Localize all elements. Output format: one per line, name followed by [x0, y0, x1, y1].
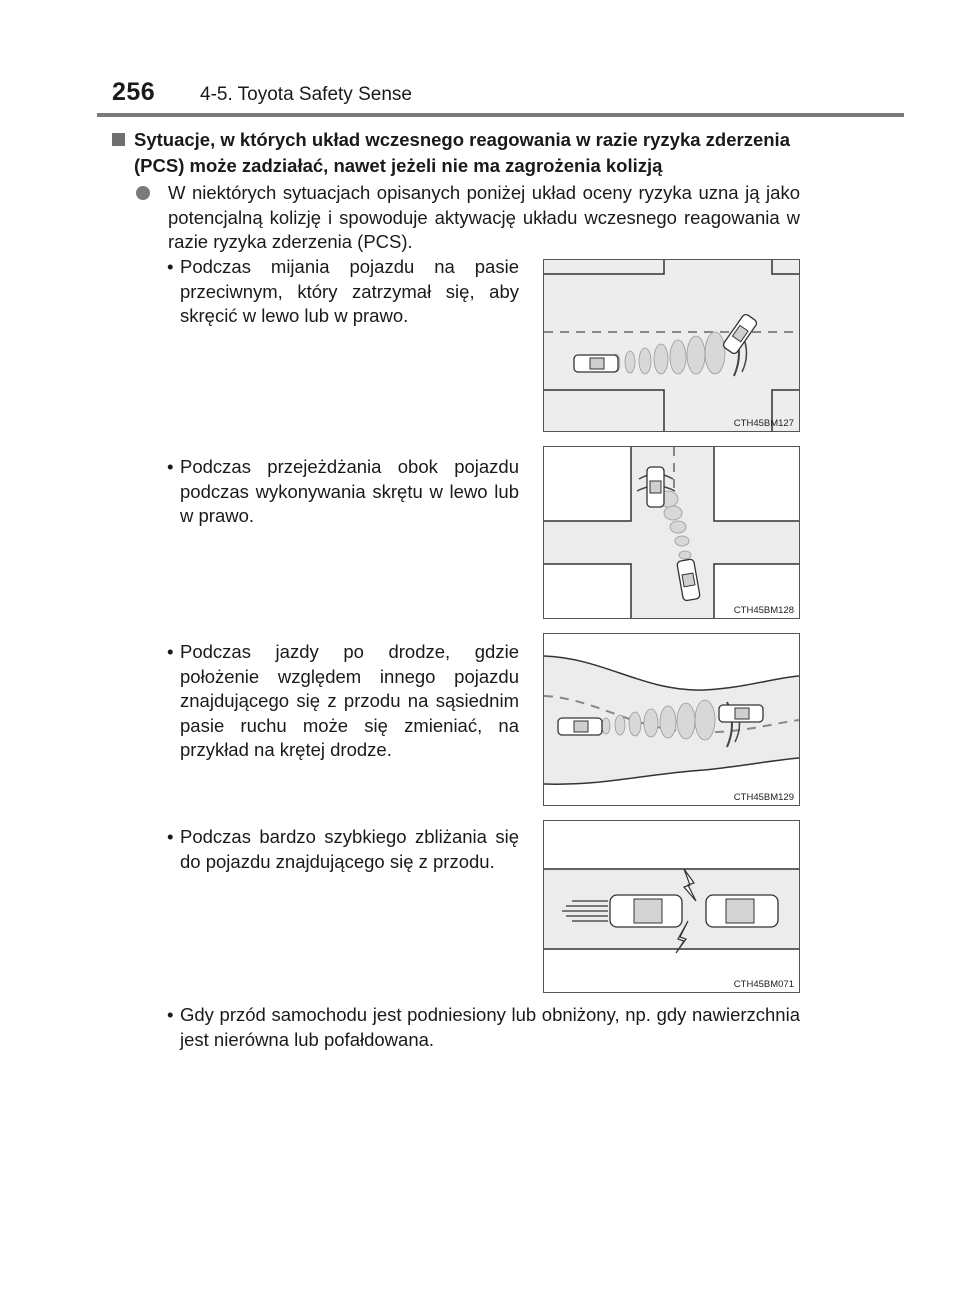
bullet-icon: • [167, 456, 174, 477]
list-item-fast-approach [167, 825, 519, 874]
figure-oncoming-turn [543, 259, 800, 432]
rear-approach-illustration [544, 821, 799, 992]
intro-text: W niektórych sytuacjach opisanych poniżej układ oceny ryzyka uzna ją jako potencjalną kolizję i spowoduje aktywację układu wczesnego reagowania w razie ryzyka zderzenia (PCS). [168, 182, 800, 252]
intersection-turn-illustration [544, 260, 799, 431]
heading-text: Sytuacje, w których układ wczesnego reagowania w razie ryzyka zderzenia (PCS) może zadziałać, nawet jeżeli nie ma zagrożenia kolizją [134, 129, 790, 176]
list-item-text: Podczas bardzo szybkiego zbliżania się do pojazdu znajdującego się z przodu. [180, 826, 519, 872]
square-bullet-icon [112, 133, 125, 146]
header-divider [97, 113, 904, 117]
curved-road-illustration [544, 634, 799, 805]
section-heading [112, 127, 812, 179]
list-item-curved-road [167, 640, 519, 763]
figure-code: CTH45BM129 [733, 792, 794, 803]
list-item-passing-turn [167, 455, 519, 529]
bullet-icon: • [167, 256, 174, 277]
bullet-icon: • [167, 641, 174, 662]
figure-code: CTH45BM071 [733, 979, 794, 990]
list-item-text: Podczas jazdy po drodze, gdzie położenie względem innego pojazdu znajdującego się z przodu na sąsiednim pasie ruchu może się zmieniać, na przykład na krętej drodze. [180, 641, 519, 760]
figure-code: CTH45BM128 [733, 605, 794, 616]
figure-code: CTH45BM127 [733, 418, 794, 429]
list-item-uneven-surface [167, 1003, 800, 1052]
figure-fast-approach [543, 820, 800, 993]
crossroad-pass-illustration [544, 447, 799, 618]
intro-paragraph [136, 181, 800, 255]
list-item-text: Podczas przejeżdżania obok pojazdu podczas wykonywania skrętu w lewo lub w prawo. [180, 456, 519, 526]
bullet-icon: • [167, 1004, 174, 1025]
figure-passing-turn [543, 446, 800, 619]
circle-bullet-icon [136, 186, 150, 200]
section-title: 4-5. Toyota Safety Sense [200, 84, 412, 105]
list-item-text: Podczas mijania pojazdu na pasie przeciwnym, który zatrzymał się, aby skręcić w lewo lub w prawo. [180, 256, 519, 326]
page-number: 256 [112, 78, 156, 106]
bullet-icon: • [167, 826, 174, 847]
list-item-oncoming-turn [167, 255, 519, 329]
list-item-text: Gdy przód samochodu jest podniesiony lub obniżony, np. gdy nawierzchnia jest nierówna lub pofałdowana. [180, 1004, 800, 1050]
figure-curved-road [543, 633, 800, 806]
